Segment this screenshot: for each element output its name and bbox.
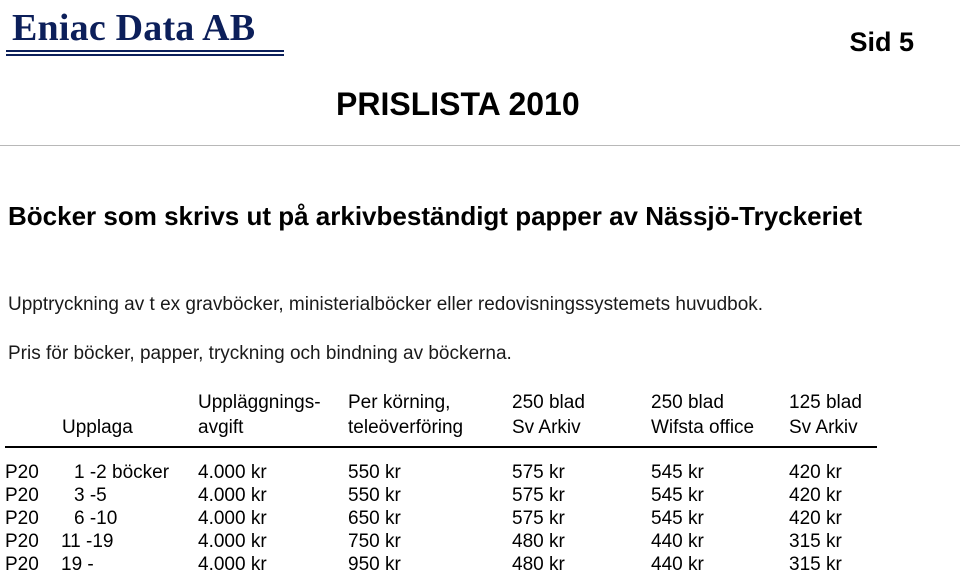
header-250-sv-arkiv: 250 blad — [512, 392, 585, 413]
header-125-sv-arkiv-line2: Sv Arkiv — [789, 417, 858, 438]
header-per-run: Per körning, — [348, 392, 451, 413]
header-250-wifsta-line2: Wifsta office — [651, 417, 755, 438]
table-row — [0, 508, 960, 531]
table-row — [0, 531, 960, 554]
header-250-wifsta: 250 blad — [651, 392, 724, 413]
cell-per-run: 550 kr — [348, 462, 401, 483]
cell-range: 1 -2 böcker — [74, 462, 170, 483]
header-upplaga: Upplaga — [62, 417, 133, 438]
cell-125-sv-arkiv: 315 kr — [789, 531, 842, 552]
cell-250-sv-arkiv: 480 kr — [512, 554, 565, 575]
logo-rule — [6, 50, 284, 52]
cell-setup-fee: 4.000 kr — [198, 531, 267, 552]
cell-range: 6 -10 — [74, 508, 118, 529]
cell-250-wifsta: 545 kr — [651, 462, 704, 483]
table-row — [0, 462, 960, 485]
cell-125-sv-arkiv: 315 kr — [789, 554, 842, 575]
cell-125-sv-arkiv: 420 kr — [789, 462, 842, 483]
cell-per-run: 950 kr — [348, 554, 401, 575]
page-title: PRISLISTA 2010 — [336, 86, 580, 122]
cell-125-sv-arkiv: 420 kr — [789, 508, 842, 529]
section-heading: Böcker som skrivs ut på arkivbeständigt papper av Nässjö-Tryckeriet — [8, 201, 863, 231]
cell-code: P20 — [5, 485, 39, 506]
logo-rule — [6, 54, 284, 56]
cell-code: P20 — [5, 508, 39, 529]
pricing-paragraph: Pris för böcker, papper, tryckning och bindning av böckerna. — [8, 343, 512, 364]
cell-code: P20 — [5, 462, 39, 483]
cell-per-run: 650 kr — [348, 508, 401, 529]
company-logo — [6, 6, 284, 54]
table-row — [0, 554, 960, 577]
cell-250-wifsta: 440 kr — [651, 531, 704, 552]
company-name: Eniac Data AB — [12, 7, 256, 49]
cell-125-sv-arkiv: 420 kr — [789, 485, 842, 506]
cell-250-wifsta: 440 kr — [651, 554, 704, 575]
table-header-rule — [5, 446, 877, 448]
cell-range: 19 - — [61, 554, 94, 575]
header-setup-fee-line2: avgift — [198, 417, 244, 438]
cell-code: P20 — [5, 554, 39, 575]
header-per-run-line2: teleöverföring — [348, 417, 464, 438]
cell-setup-fee: 4.000 kr — [198, 462, 267, 483]
cell-setup-fee: 4.000 kr — [198, 554, 267, 575]
cell-range: 3 -5 — [74, 485, 107, 506]
cell-250-wifsta: 545 kr — [651, 485, 704, 506]
cell-250-sv-arkiv: 575 kr — [512, 508, 565, 529]
cell-250-sv-arkiv: 480 kr — [512, 531, 565, 552]
header-setup-fee: Uppläggnings- — [198, 392, 321, 413]
header-125-sv-arkiv: 125 blad — [789, 392, 862, 413]
intro-paragraph: Upptryckning av t ex gravböcker, ministerialböcker eller redovisningssystemets huvudbok. — [8, 294, 764, 315]
page-number: Sid 5 — [849, 27, 914, 57]
title-divider — [0, 145, 960, 146]
cell-range: 11 -19 — [61, 531, 114, 552]
cell-250-wifsta: 545 kr — [651, 508, 704, 529]
header-250-sv-arkiv-line2: Sv Arkiv — [512, 417, 581, 438]
cell-setup-fee: 4.000 kr — [198, 485, 267, 506]
cell-250-sv-arkiv: 575 kr — [512, 485, 565, 506]
cell-per-run: 750 kr — [348, 531, 401, 552]
cell-setup-fee: 4.000 kr — [198, 508, 267, 529]
cell-per-run: 550 kr — [348, 485, 401, 506]
cell-code: P20 — [5, 531, 39, 552]
table-row — [0, 485, 960, 508]
cell-250-sv-arkiv: 575 kr — [512, 462, 565, 483]
